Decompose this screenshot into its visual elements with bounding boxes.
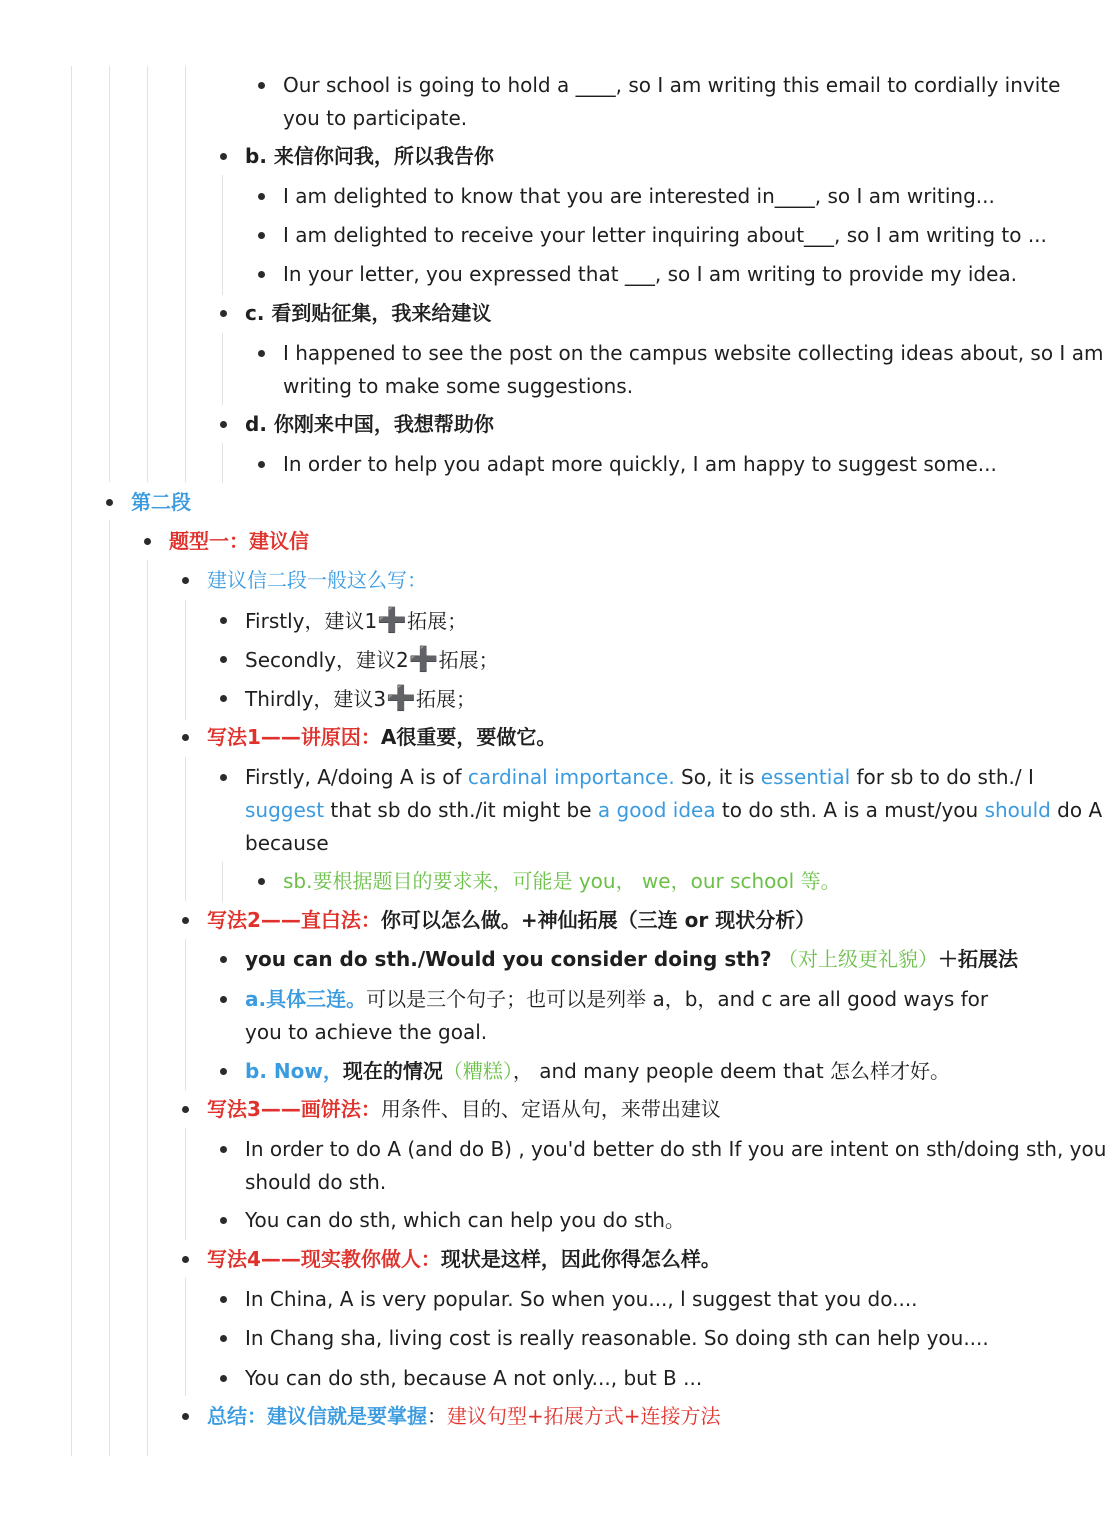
list-item: In China, A is very popular. So when you..., l suggest that you do.... (245, 1287, 918, 1311)
bullet (220, 1068, 227, 1075)
bullet (220, 310, 227, 317)
text: ： (427, 1404, 447, 1428)
highlight: should (984, 798, 1051, 822)
indent-guide (222, 175, 223, 295)
text: for sb to do sth./ I (850, 765, 1034, 789)
bullet (144, 538, 151, 545)
list-item (245, 684, 476, 713)
bullet (258, 271, 265, 278)
indent-guide (147, 66, 148, 482)
indent-guide (109, 520, 110, 1456)
bullet (220, 1296, 227, 1303)
indent-guide (71, 66, 72, 1456)
indent-guide (185, 757, 186, 901)
list-item: You can do sth, because A not only..., but B ... (245, 1366, 703, 1390)
bullet (258, 232, 265, 239)
indent-guide (185, 1278, 186, 1396)
subheading-d: d. 你刚来中国，我想帮助你 (245, 412, 494, 436)
method-desc: 你可以怎么做。+神仙拓展（三连 or 现状分析） (380, 908, 816, 932)
bullet (220, 1375, 227, 1382)
summary-content: 建议句型+拓展方式+连接方法 (447, 1404, 721, 1428)
text: you can do sth./Would you consider doing sth? (245, 947, 772, 971)
text: Thirdly，建议3 (245, 687, 387, 711)
highlight: essential (760, 765, 851, 789)
method-desc: A很重要，要做它。 (380, 725, 557, 749)
bullet (182, 1413, 189, 1420)
indent-guide (185, 939, 186, 1090)
highlight: a good idea (597, 798, 716, 822)
text: 拓展； (438, 648, 499, 672)
bullet (182, 577, 189, 584)
text: do A (1050, 798, 1103, 822)
method-heading (207, 723, 556, 751)
plus-icon: ➕ (408, 645, 439, 673)
bullet (220, 421, 227, 428)
bullet (220, 1335, 227, 1342)
indent-guide (185, 1128, 186, 1240)
bullet (258, 350, 265, 357)
bullet (258, 82, 265, 89)
indent-guide (147, 560, 148, 1456)
section-title: 第二段 (131, 490, 191, 514)
list-item: I happened to see the post on the campus website collecting ideas about, so I am (283, 341, 1104, 365)
list-item (245, 1057, 950, 1085)
note: sb.要根据题目的要求来，可能是 you， we，our school 等。 (283, 869, 841, 893)
list-item (245, 763, 1034, 791)
bullet (220, 996, 227, 1003)
bullet (182, 917, 189, 924)
indent-guide (222, 862, 223, 902)
subheading-c: c. 看到贴征集，我来给建议 (245, 301, 492, 325)
list-item-continuation (245, 796, 1102, 824)
list-item: I am delighted to receive your letter inquiring about___, so I am writing to ... (283, 223, 1047, 247)
note: （糟糕） (442, 1059, 513, 1083)
list-item-continuation: should do sth. (245, 1170, 387, 1194)
plus-icon: ➕ (386, 684, 417, 712)
list-item: In order to do A (and do B) , you'd better do sth If you are intent on sth/doing sth, you (245, 1137, 1106, 1161)
method-label: 写法3——画饼法： (207, 1097, 381, 1121)
method-label: 写法2——直白法： (207, 908, 381, 932)
subheading-b: b. 来信你问我，所以我告你 (245, 144, 494, 168)
method-label: 写法4——现实教你做人： (207, 1247, 441, 1271)
list-item-continuation: you to participate. (283, 106, 468, 130)
text: Secondly，建议2 (245, 648, 409, 672)
list-item-continuation: writing to make some suggestions. (283, 374, 634, 398)
list-item (245, 985, 988, 1013)
list-item (245, 606, 467, 635)
note: （对上级更礼貌） (771, 947, 938, 971)
list-item-continuation: you to achieve the goal. (245, 1020, 488, 1044)
text: ＋拓展法 (938, 947, 1018, 971)
summary (207, 1402, 721, 1430)
bullet (220, 956, 227, 963)
text: 拓展； (416, 687, 477, 711)
text: to do sth. A is a must/you (715, 798, 985, 822)
bullet (182, 734, 189, 741)
list-item: In Chang sha, living cost is really reasonable. So doing sth can help you.... (245, 1326, 989, 1350)
bullet (106, 499, 113, 506)
bullet (182, 1256, 189, 1263)
highlight: suggest (245, 798, 325, 822)
bullet (220, 774, 227, 781)
summary-label: 总结：建议信就是要掌握 (207, 1404, 427, 1428)
text: Firstly，建议1 (245, 609, 378, 633)
bullet (220, 1146, 227, 1153)
bullet (258, 878, 265, 885)
indent-guide (222, 333, 223, 405)
bullet (220, 153, 227, 160)
indent-guide (185, 66, 186, 482)
highlight: b. Now， (245, 1059, 343, 1083)
text: 拓展； (407, 609, 468, 633)
list-item-continuation: because (245, 831, 329, 855)
bullet (220, 656, 227, 663)
method-label: 写法1——讲原因： (207, 725, 381, 749)
list-item: In order to help you adapt more quickly, I am happy to suggest some... (283, 452, 997, 476)
bullet (220, 617, 227, 624)
indent-guide (109, 66, 110, 482)
list-item: In your letter, you expressed that ___, so I am writing to provide my idea. (283, 262, 1017, 286)
list-item (245, 645, 499, 674)
bullet (258, 461, 265, 468)
text: 现在的情况 (342, 1059, 443, 1083)
bullet (220, 695, 227, 702)
bullet (258, 193, 265, 200)
list-item: Our school is going to hold a ____, so I am writing this email to cordially invite (283, 73, 1061, 97)
plus-icon: ➕ (377, 606, 408, 634)
text: that sb do sth./it might be (324, 798, 598, 822)
highlight: cardinal importance. (467, 765, 675, 789)
list-item: You can do sth, which can help you do sth。 (245, 1208, 685, 1232)
method-heading (207, 906, 815, 934)
bullet (182, 1106, 189, 1113)
text: 可以是三个句子；也可以是列举 a，b，and c are all good ways for (366, 987, 989, 1011)
text: So, it is (674, 765, 761, 789)
type-heading: 题型一：建议信 (169, 529, 309, 553)
list-item: I am delighted to know that you are interested in____, so I am writing... (283, 184, 995, 208)
list-item (245, 945, 1018, 973)
text: Firstly, A/doing A is of (245, 765, 468, 789)
method-desc: 用条件、目的、定语从句，来带出建议 (380, 1097, 721, 1121)
general-heading: 建议信二段一般这么写： (207, 568, 427, 592)
method-desc: 现状是这样，因此你得怎么样。 (440, 1247, 721, 1271)
method-heading (207, 1095, 721, 1123)
text: ， and many people deem that 怎么样才好。 (512, 1059, 951, 1083)
highlight: a.具体三连。 (245, 987, 367, 1011)
method-heading (207, 1245, 721, 1273)
indent-guide (185, 600, 186, 720)
indent-guide (222, 443, 223, 483)
bullet (220, 1217, 227, 1224)
